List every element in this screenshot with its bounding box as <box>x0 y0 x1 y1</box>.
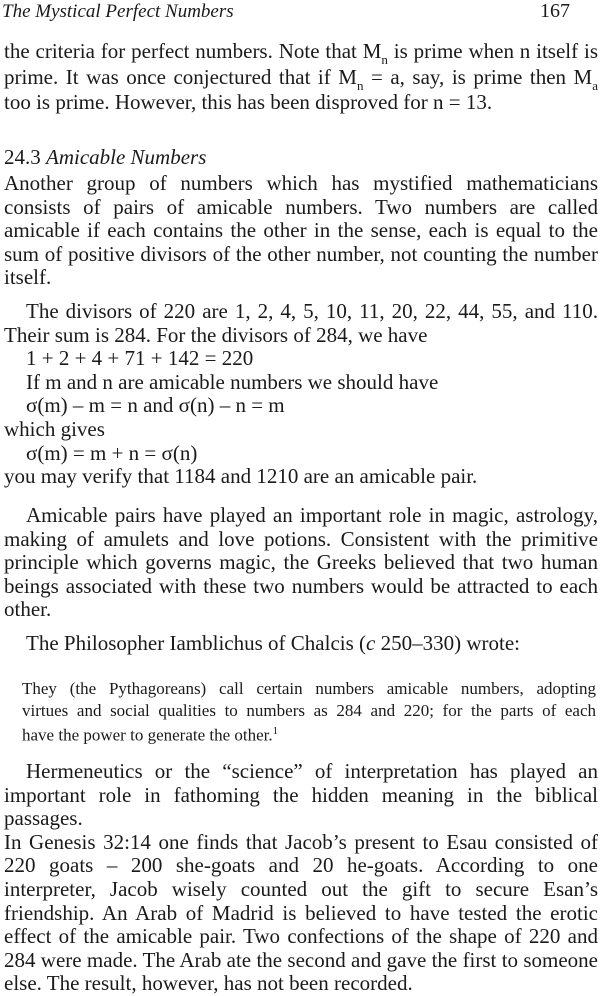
page-number: 167 <box>540 0 570 22</box>
text-line: itself. <box>4 265 52 290</box>
text-line: Hermeneutics or the “science” of interpretation has played an <box>26 759 598 783</box>
equation: σ(m) = m + n = σ(n) <box>26 440 198 465</box>
chapter-title: The Mystical Perfect Numbers <box>2 1 234 22</box>
equation: 1 + 2 + 4 + 71 + 142 = 220 <box>26 346 254 371</box>
text-line: effect of the amicable pair. Two confections of the shape of 220 and <box>4 924 598 949</box>
equation: σ(m) – m = n and σ(n) – n = m <box>26 393 285 418</box>
quote-line: They (the Pythagoreans) call certain numbers amicable numbers, adopting <box>22 679 596 698</box>
text-line: which gives <box>4 416 105 441</box>
text-line: Amicable pairs have played an important role in magic, astrology, <box>26 503 598 527</box>
paragraph-perfect-criteria <box>4 40 598 115</box>
text-line: too is prime. However, this has been disproved for n = 13. <box>4 90 493 115</box>
text-line: interpreter, Jacob wisely counted out the gift to secure Esan’s <box>4 876 598 901</box>
text-line: Their sum is 284. For the divisors of 284, we have <box>4 322 428 347</box>
text-line: beings associated with these two numbers would be attracted to each <box>4 573 598 598</box>
text-line: prime. It was once conjectured that if $M_n = a$, say, is prime then $M_a$ <box>4 64 598 93</box>
text-line: 284 were made. The Arab ate the second and gave the first to someone <box>4 947 598 972</box>
text-line: If m and n are amicable numbers we should have <box>26 369 439 394</box>
text-line: important role in fathoming the hidden meaning in the biblical passages. <box>4 782 598 831</box>
text-line: 220 goats – 200 she-goats and 20 he-goats. According to one <box>4 853 598 878</box>
paragraph-iamblichus <box>4 632 598 656</box>
block-quote <box>22 678 596 746</box>
text-line: In Genesis 32:14 one finds that Jacob’s present to Esau consisted of <box>4 829 598 854</box>
text-line: principle which governs magic, the Greeks believed that two human <box>4 550 598 575</box>
paragraph-amicable-definition <box>4 172 598 290</box>
section-title: Amicable Numbers <box>46 145 207 169</box>
text-line: making of amulets and love potions. Consistent with the primitive <box>4 526 598 551</box>
section-heading <box>4 146 598 170</box>
text-line: consists of pairs of amicable numbers. Two numbers are called <box>4 194 598 219</box>
text-line: friendship. An Arab of Madrid is believed to have tested the erotic <box>4 900 598 925</box>
paragraph-hermeneutics <box>4 760 598 996</box>
section-number: 24.3 <box>4 145 46 169</box>
text-line: the criteria for perfect numbers. Note that $M_n$ is prime when n itself is <box>4 39 598 67</box>
paragraph-divisors <box>4 300 598 489</box>
text-line: else. The result, however, has not been recorded. <box>4 971 413 996</box>
footnote-marker: 1 <box>272 725 279 737</box>
text-line: you may verify that 1184 and 1210 are an amicable pair. <box>4 464 478 489</box>
text-line: Another group of numbers which has mystified mathematicians <box>4 171 598 195</box>
paragraph-magic <box>4 504 598 622</box>
running-header <box>2 0 596 26</box>
quote-line: have the power to generate the other.$^1$ <box>22 725 279 745</box>
text-line: amicable if each contains the other in the sense, each is equal to the <box>4 218 598 243</box>
text-line: other. <box>4 597 52 622</box>
quote-line: virtues and social qualities to numbers as 284 and 220; for the parts of each <box>22 700 596 720</box>
text-line: sum of positive divisors of the other number, not counting the number <box>4 241 598 266</box>
text-line: The Philosopher Iamblichus of Chalcis (c 250–330) wrote: <box>26 631 521 655</box>
text-line: The divisors of 220 are 1, 2, 4, 5, 10, 11, 20, 22, 44, 55, and 110. <box>26 299 598 323</box>
